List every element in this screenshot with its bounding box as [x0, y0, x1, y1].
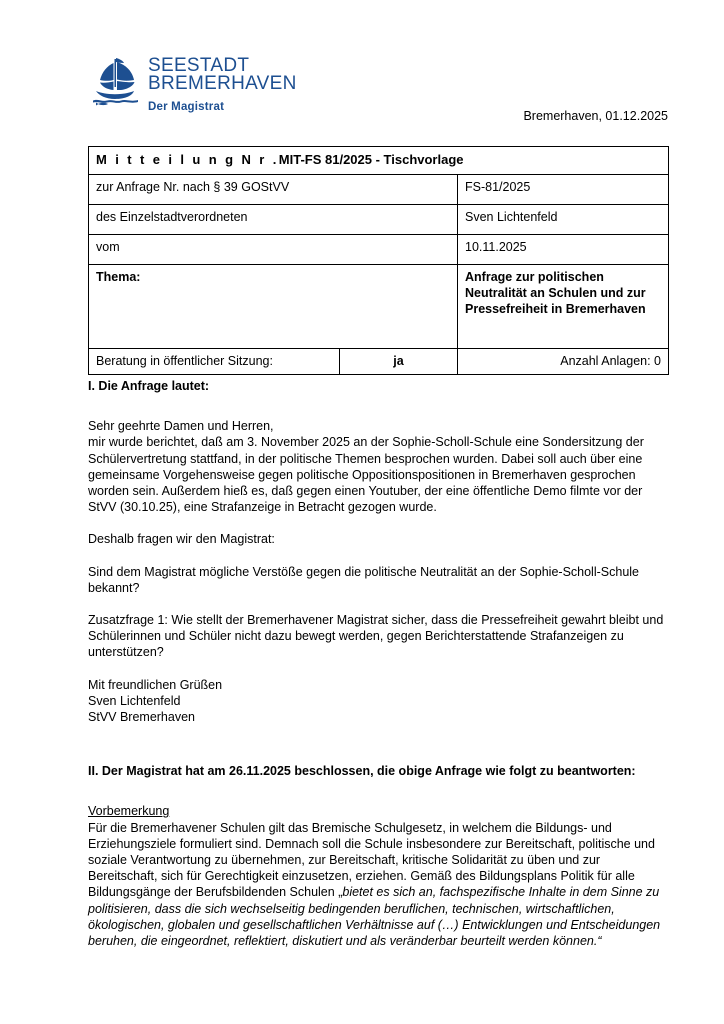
- row-value-anfrage-nr: FS-81/2025: [458, 175, 669, 205]
- logo-line-seestadt: SEESTADT: [148, 55, 250, 76]
- sailing-ship-icon: [92, 56, 140, 106]
- logo-wordmark: [148, 52, 297, 113]
- motion-title-suffix: MIT-FS 81/2025 - Tischvorlage: [278, 152, 464, 167]
- section-one-question-1: Sind dem Magistrat mögliche Verstöße gegen die politische Neutralität an der Sophie-Scholl-Schule bekannt?: [88, 564, 639, 595]
- motion-title-prefix: M i t t e i l u n g N r .: [96, 152, 279, 167]
- spacer: [88, 394, 668, 418]
- preface-plain-text: Für die Bremerhavener Schulen gilt das Bremische Schulgesetz, in welchem die Bildungs- und Erziehungsziele formuliert sind. Demnach soll die Schule insbesondere zur Bereitschaft, politische und soziale Verantwortung zu übernehmen, zur Bereitschaft, kritische Solidarität zu üben und zur Bereitschaft, sich für Gerechtigkeit einzusetzen, erziehen. Gemäß des Bildungsplans Politik für alle Bildungsgänge der Berufsbildenden Schulen: [88, 820, 655, 900]
- footer-value-beratung: ja: [340, 349, 458, 375]
- section-one-paragraph-1: mir wurde berichtet, daß am 3. November 2025 an der Sophie-Scholl-Schule eine Sondersitzung der Schülervertretung stattfand, in der politische Themen besprochen wurden. Dabei soll auch über eine gemeinsame Vorgehensweise gegen politische Oppositionspositionen in Bremerhaven gesprochen worden sein. Außerdem hieß es, daß gegen einen Youtuber, der eine öffentliche Demo filmte vor der StVV (30.10.25), eine Strafanzeige in Betracht gezogen wurde.: [88, 435, 644, 515]
- quote-close-mark: “: [597, 934, 602, 949]
- table-row-title: [89, 147, 669, 175]
- document-header: [88, 52, 668, 124]
- section-one-heading: I. Die Anfrage lautet:: [88, 379, 210, 393]
- quote-open-mark: „: [338, 885, 343, 900]
- spacer: [88, 779, 668, 803]
- section-two-heading: II. Der Magistrat hat am 26.11.2025 beschlossen, die obige Anfrage wie folgt zu beantworten:: [88, 764, 636, 779]
- organization-logo: [92, 52, 297, 113]
- section-one-question-2: Zusatzfrage 1: Wie stellt der Bremerhavener Magistrat sicher, dass die Pressefreiheit gewahrt bleibt und Schülerinnen und Schüler nicht dazu bewegt werden, gegen Berichterstattende Strafanzeigen zu unterstützen?: [88, 613, 664, 660]
- table-row: [89, 235, 669, 265]
- row-label-vom: vom: [89, 235, 458, 265]
- closing-affiliation: StVV Bremerhaven: [88, 710, 195, 725]
- logo-line-bremerhaven: BREMERHAVEN: [148, 73, 297, 94]
- section-one-paragraph-2: Deshalb fragen wir den Magistrat:: [88, 532, 275, 547]
- spacer: [88, 596, 668, 612]
- footer-attachment-count: Anzahl Anlagen: 0: [458, 349, 669, 375]
- table-row: [89, 205, 669, 235]
- spacer: [88, 725, 668, 763]
- salutation: Sehr geehrte Damen und Herren,: [88, 419, 274, 434]
- logo-subtitle: Der Magistrat: [148, 101, 225, 113]
- row-value-vom: 10.11.2025: [458, 235, 669, 265]
- spacer: [88, 548, 668, 564]
- row-value-thema: Anfrage zur politischen Neutralität an Schulen und zur Pressefreiheit in Bremerhaven: [458, 265, 669, 349]
- place-and-date: Bremerhaven, 01.12.2025: [523, 109, 668, 123]
- table-row: [89, 175, 669, 205]
- row-value-einzelstadtverordneter: Sven Lichtenfeld: [458, 205, 669, 235]
- closing-greeting: Mit freundlichen Grüßen: [88, 677, 223, 692]
- motion-info-table: [88, 146, 669, 375]
- spacer: [88, 661, 668, 677]
- row-label-einzelstadtverordneter: des Einzelstadtverordneten: [89, 205, 458, 235]
- preface-heading: Vorbemerkung: [88, 804, 170, 819]
- row-label-thema: Thema:: [89, 265, 458, 349]
- footer-label-beratung: Beratung in öffentlicher Sitzung:: [89, 349, 340, 375]
- motion-title-cell: [89, 147, 669, 175]
- document-body: [88, 378, 668, 949]
- spacer: [88, 515, 668, 531]
- row-label-anfrage-nr: zur Anfrage Nr. nach § 39 GOStVV: [89, 175, 458, 205]
- table-row: [89, 265, 669, 349]
- table-row-footer: [89, 349, 669, 375]
- preface-quote-text: bietet es sich an, fachspezifische Inhalte in dem Sinne zu politisieren, dass die sich wechselseitig bedingenden beruflichen, technischen, wirtschaftlichen, ökologischen, globalen und gesellschaftlichen Verhältnisse auf (…) Entwicklungen und Entscheidungen beruhen, die eingeordnet, reflektiert, diskutiert und als veränderbar beurteilt werden können.: [88, 885, 661, 949]
- preface-paragraph: [88, 820, 668, 950]
- closing-name: Sven Lichtenfeld: [88, 693, 181, 708]
